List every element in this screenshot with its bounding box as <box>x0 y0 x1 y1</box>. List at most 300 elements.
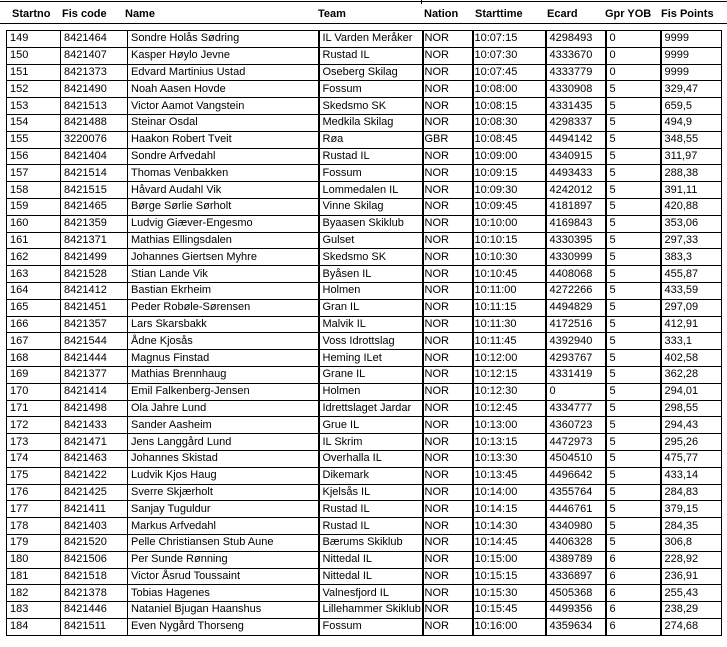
nation-cell: NOR <box>423 299 473 316</box>
team-cell: IL Skrim <box>319 434 423 451</box>
starttime-cell: 10:16:00 <box>473 618 546 635</box>
fis-code-cell: 8421359 <box>61 215 128 232</box>
fis-code-cell: 8421518 <box>61 568 128 585</box>
fis-points-cell: 311,97 <box>661 148 722 165</box>
name-cell: Johannes Skistad <box>128 450 319 467</box>
starttime-cell: 10:14:30 <box>473 518 546 535</box>
fis-points-cell: 284,83 <box>661 484 722 501</box>
fis-code-cell: 8421513 <box>61 98 128 115</box>
header-ecard: Ecard <box>547 8 578 20</box>
fis-code-cell: 3220076 <box>61 131 128 148</box>
header-gpr-yob: Gpr YOB <box>605 8 652 20</box>
nation-cell: NOR <box>423 47 473 64</box>
fis-points-cell: 333,1 <box>661 333 722 350</box>
name-cell: Ådne Kjosås <box>128 333 319 350</box>
gpr-yob-cell: 5 <box>606 249 661 266</box>
nation-cell: NOR <box>423 585 473 602</box>
column-headers <box>0 5 727 23</box>
gpr-yob-cell: 5 <box>606 215 661 232</box>
gpr-yob-cell: 5 <box>606 131 661 148</box>
name-cell: Steinar Osdal <box>128 114 319 131</box>
starttime-cell: 10:14:00 <box>473 484 546 501</box>
starttime-cell: 10:13:00 <box>473 417 546 434</box>
team-cell: Heming ILet <box>319 350 423 367</box>
fis-points-cell: 659,5 <box>661 98 722 115</box>
starttime-cell: 10:09:45 <box>473 198 546 215</box>
starttime-cell: 10:15:30 <box>473 585 546 602</box>
ecard-cell: 4493433 <box>546 165 606 182</box>
ecard-cell: 4494142 <box>546 131 606 148</box>
top-rule <box>0 1 727 2</box>
ecard-cell: 4333779 <box>546 64 606 81</box>
fis-code-cell: 8421444 <box>61 350 128 367</box>
nation-cell: NOR <box>423 282 473 299</box>
gpr-yob-cell: 5 <box>606 366 661 383</box>
name-cell: Ludvig Giæver-Engesmo <box>128 215 319 232</box>
nation-cell: NOR <box>423 434 473 451</box>
name-cell: Thomas Venbakken <box>128 165 319 182</box>
name-cell: Sanjay Tuguldur <box>128 501 319 518</box>
gpr-yob-cell: 5 <box>606 182 661 199</box>
fis-code-cell: 8421451 <box>61 299 128 316</box>
table-row <box>7 383 722 400</box>
fis-points-cell: 306,8 <box>661 534 722 551</box>
starttime-cell: 10:09:30 <box>473 182 546 199</box>
table-row <box>7 165 722 182</box>
fis-code-cell: 8421506 <box>61 551 128 568</box>
starttime-cell: 10:12:30 <box>473 383 546 400</box>
ecard-cell: 4359634 <box>546 618 606 635</box>
gpr-yob-cell: 5 <box>606 198 661 215</box>
fis-points-cell: 298,55 <box>661 400 722 417</box>
name-cell: Pelle Christiansen Stub Aune <box>128 534 319 551</box>
ecard-cell: 4505368 <box>546 585 606 602</box>
starttime-cell: 10:15:45 <box>473 602 546 619</box>
team-cell: IL Varden Meråker <box>319 31 423 48</box>
nation-cell: NOR <box>423 232 473 249</box>
starttime-cell: 10:08:45 <box>473 131 546 148</box>
ecard-cell: 4504510 <box>546 450 606 467</box>
top-rule-tick <box>421 0 422 4</box>
team-cell: Oseberg Skilag <box>319 64 423 81</box>
startno-cell: 172 <box>7 417 61 434</box>
gpr-yob-cell: 5 <box>606 400 661 417</box>
name-cell: Sander Aasheim <box>128 417 319 434</box>
table-row <box>7 64 722 81</box>
table-row <box>7 366 722 383</box>
gpr-yob-cell: 0 <box>606 31 661 48</box>
starttime-cell: 10:12:00 <box>473 350 546 367</box>
startno-cell: 167 <box>7 333 61 350</box>
fis-points-cell: 294,01 <box>661 383 722 400</box>
starttime-cell: 10:09:15 <box>473 165 546 182</box>
table-row <box>7 31 722 48</box>
table-row <box>7 282 722 299</box>
gpr-yob-cell: 0 <box>606 64 661 81</box>
name-cell: Peder Robøle-Sørensen <box>128 299 319 316</box>
startno-cell: 149 <box>7 31 61 48</box>
starttime-cell: 10:08:00 <box>473 81 546 98</box>
name-cell: Victor Åsrud Toussaint <box>128 568 319 585</box>
gpr-yob-cell: 5 <box>606 232 661 249</box>
ecard-cell: 4172516 <box>546 316 606 333</box>
fis-points-cell: 494,9 <box>661 114 722 131</box>
starttime-cell: 10:13:30 <box>473 450 546 467</box>
fis-points-cell: 9999 <box>661 31 722 48</box>
ecard-cell: 4340980 <box>546 518 606 535</box>
startno-cell: 164 <box>7 282 61 299</box>
fis-code-cell: 8421404 <box>61 148 128 165</box>
starttime-cell: 10:11:15 <box>473 299 546 316</box>
starttime-cell: 10:07:15 <box>473 31 546 48</box>
fis-points-cell: 284,35 <box>661 518 722 535</box>
startno-cell: 171 <box>7 400 61 417</box>
fis-code-cell: 8421490 <box>61 81 128 98</box>
ecard-cell: 4496642 <box>546 467 606 484</box>
fis-code-cell: 8421520 <box>61 534 128 551</box>
fis-code-cell: 8421403 <box>61 518 128 535</box>
team-cell: Byåsen IL <box>319 266 423 283</box>
team-cell: Gran IL <box>319 299 423 316</box>
ecard-cell: 4242012 <box>546 182 606 199</box>
header-startno: Startno <box>12 8 51 20</box>
starttime-cell: 10:15:00 <box>473 551 546 568</box>
nation-cell: NOR <box>423 400 473 417</box>
gpr-yob-cell: 5 <box>606 383 661 400</box>
fis-code-cell: 8421407 <box>61 47 128 64</box>
fis-points-cell: 348,55 <box>661 131 722 148</box>
name-cell: Emil Falkenberg-Jensen <box>128 383 319 400</box>
startno-cell: 174 <box>7 450 61 467</box>
ecard-cell: 4330395 <box>546 232 606 249</box>
table-row <box>7 618 722 635</box>
startno-cell: 162 <box>7 249 61 266</box>
name-cell: Ola Jahre Lund <box>128 400 319 417</box>
fis-code-cell: 8421422 <box>61 467 128 484</box>
fis-code-cell: 8421433 <box>61 417 128 434</box>
startno-cell: 159 <box>7 198 61 215</box>
fis-points-cell: 297,33 <box>661 232 722 249</box>
team-cell: Nittedal IL <box>319 551 423 568</box>
fis-points-cell: 255,43 <box>661 585 722 602</box>
fis-code-cell: 8421463 <box>61 450 128 467</box>
table-row <box>7 198 722 215</box>
fis-code-cell: 8421511 <box>61 618 128 635</box>
table-row <box>7 434 722 451</box>
ecard-cell: 4406328 <box>546 534 606 551</box>
table-row <box>7 467 722 484</box>
name-cell: Johannes Giertsen Myhre <box>128 249 319 266</box>
gpr-yob-cell: 5 <box>606 484 661 501</box>
nation-cell: NOR <box>423 64 473 81</box>
team-cell: Malvik IL <box>319 316 423 333</box>
fis-points-cell: 228,92 <box>661 551 722 568</box>
name-cell: Edvard Martinius Ustad <box>128 64 319 81</box>
fis-points-cell: 297,09 <box>661 299 722 316</box>
nation-cell: NOR <box>423 467 473 484</box>
header-fis-points: Fis Points <box>661 8 714 20</box>
fis-code-cell: 8421425 <box>61 484 128 501</box>
startno-cell: 177 <box>7 501 61 518</box>
ecard-cell: 4408068 <box>546 266 606 283</box>
nation-cell: NOR <box>423 484 473 501</box>
team-cell: Dikemark <box>319 467 423 484</box>
ecard-cell: 4389789 <box>546 551 606 568</box>
startno-cell: 181 <box>7 568 61 585</box>
start-list-table <box>6 30 722 636</box>
team-cell: Byaasen Skiklub <box>319 215 423 232</box>
table-row <box>7 232 722 249</box>
starttime-cell: 10:10:30 <box>473 249 546 266</box>
name-cell: Victor Aamot Vangstein <box>128 98 319 115</box>
gpr-yob-cell: 5 <box>606 518 661 535</box>
team-cell: Vinne Skilag <box>319 198 423 215</box>
starttime-cell: 10:15:15 <box>473 568 546 585</box>
nation-cell: NOR <box>423 568 473 585</box>
name-cell: Even Nygård Thorseng <box>128 618 319 635</box>
ecard-cell: 4446761 <box>546 501 606 518</box>
fis-code-cell: 8421528 <box>61 266 128 283</box>
nation-cell: NOR <box>423 551 473 568</box>
team-cell: Grane IL <box>319 366 423 383</box>
fis-code-cell: 8421488 <box>61 114 128 131</box>
table-row <box>7 602 722 619</box>
table-row <box>7 450 722 467</box>
header-team: Team <box>318 8 346 20</box>
ecard-cell: 4472973 <box>546 434 606 451</box>
startno-cell: 154 <box>7 114 61 131</box>
fis-points-cell: 288,38 <box>661 165 722 182</box>
table-row <box>7 98 722 115</box>
fis-code-cell: 8421373 <box>61 64 128 81</box>
startno-cell: 178 <box>7 518 61 535</box>
fis-points-cell: 455,87 <box>661 266 722 283</box>
startno-cell: 156 <box>7 148 61 165</box>
startno-cell: 179 <box>7 534 61 551</box>
team-cell: Valnesfjord IL <box>319 585 423 602</box>
name-cell: Lars Skarsbakk <box>128 316 319 333</box>
fis-code-cell: 8421498 <box>61 400 128 417</box>
gpr-yob-cell: 5 <box>606 81 661 98</box>
name-cell: Noah Aasen Hovde <box>128 81 319 98</box>
table-row <box>7 81 722 98</box>
nation-cell: NOR <box>423 316 473 333</box>
nation-cell: NOR <box>423 366 473 383</box>
starttime-cell: 10:11:00 <box>473 282 546 299</box>
nation-cell: NOR <box>423 534 473 551</box>
fis-code-cell: 8421414 <box>61 383 128 400</box>
startno-cell: 151 <box>7 64 61 81</box>
startno-cell: 166 <box>7 316 61 333</box>
table-row <box>7 518 722 535</box>
nation-cell: NOR <box>423 198 473 215</box>
nation-cell: NOR <box>423 81 473 98</box>
name-cell: Markus Arfvedahl <box>128 518 319 535</box>
startno-cell: 168 <box>7 350 61 367</box>
ecard-cell: 4336897 <box>546 568 606 585</box>
ecard-cell: 0 <box>546 383 606 400</box>
startno-cell: 157 <box>7 165 61 182</box>
starttime-cell: 10:07:30 <box>473 47 546 64</box>
startno-cell: 176 <box>7 484 61 501</box>
startno-cell: 165 <box>7 299 61 316</box>
table-row <box>7 266 722 283</box>
fis-points-cell: 236,91 <box>661 568 722 585</box>
nation-cell: NOR <box>423 450 473 467</box>
ecard-cell: 4330999 <box>546 249 606 266</box>
ecard-cell: 4272266 <box>546 282 606 299</box>
ecard-cell: 4392940 <box>546 333 606 350</box>
gpr-yob-cell: 6 <box>606 551 661 568</box>
name-cell: Stian Lande Vik <box>128 266 319 283</box>
startno-cell: 184 <box>7 618 61 635</box>
table-row <box>7 417 722 434</box>
fis-points-cell: 9999 <box>661 64 722 81</box>
table-row <box>7 299 722 316</box>
gpr-yob-cell: 5 <box>606 434 661 451</box>
startno-cell: 183 <box>7 602 61 619</box>
startno-cell: 169 <box>7 366 61 383</box>
team-cell: Idrettslaget Jardar <box>319 400 423 417</box>
fis-code-cell: 8421515 <box>61 182 128 199</box>
fis-code-cell: 8421464 <box>61 31 128 48</box>
startno-cell: 175 <box>7 467 61 484</box>
starttime-cell: 10:12:45 <box>473 400 546 417</box>
table-row <box>7 501 722 518</box>
table-row <box>7 585 722 602</box>
fis-code-cell: 8421465 <box>61 198 128 215</box>
team-cell: Lillehammer Skiklub <box>319 602 423 619</box>
starttime-cell: 10:07:45 <box>473 64 546 81</box>
team-cell: Medkila Skilag <box>319 114 423 131</box>
gpr-yob-cell: 6 <box>606 618 661 635</box>
name-cell: Bastian Ekrheim <box>128 282 319 299</box>
table-row <box>7 534 722 551</box>
gpr-yob-cell: 5 <box>606 148 661 165</box>
nation-cell: NOR <box>423 182 473 199</box>
fis-code-cell: 8421411 <box>61 501 128 518</box>
starttime-cell: 10:14:45 <box>473 534 546 551</box>
table-row <box>7 350 722 367</box>
name-cell: Mathias Ellingsdalen <box>128 232 319 249</box>
team-cell: Skedsmo SK <box>319 249 423 266</box>
ecard-cell: 4494829 <box>546 299 606 316</box>
gpr-yob-cell: 5 <box>606 417 661 434</box>
startno-cell: 182 <box>7 585 61 602</box>
name-cell: Sondre Holås Sødring <box>128 31 319 48</box>
ecard-cell: 4331435 <box>546 98 606 115</box>
nation-cell: NOR <box>423 350 473 367</box>
name-cell: Mathias Brennhaug <box>128 366 319 383</box>
ecard-cell: 4360723 <box>546 417 606 434</box>
startno-cell: 155 <box>7 131 61 148</box>
team-cell: Grue IL <box>319 417 423 434</box>
starttime-cell: 10:11:45 <box>473 333 546 350</box>
fis-code-cell: 8421446 <box>61 602 128 619</box>
table-row <box>7 316 722 333</box>
ecard-cell: 4169843 <box>546 215 606 232</box>
starttime-cell: 10:13:45 <box>473 467 546 484</box>
startno-cell: 150 <box>7 47 61 64</box>
gpr-yob-cell: 6 <box>606 585 661 602</box>
fis-code-cell: 8421412 <box>61 282 128 299</box>
gpr-yob-cell: 5 <box>606 282 661 299</box>
gpr-yob-cell: 5 <box>606 534 661 551</box>
nation-cell: NOR <box>423 333 473 350</box>
header-rule <box>0 23 727 24</box>
fis-points-cell: 362,28 <box>661 366 722 383</box>
startno-cell: 161 <box>7 232 61 249</box>
gpr-yob-cell: 6 <box>606 602 661 619</box>
fis-code-cell: 8421499 <box>61 249 128 266</box>
table-row <box>7 182 722 199</box>
nation-cell: NOR <box>423 165 473 182</box>
ecard-cell: 4333670 <box>546 47 606 64</box>
gpr-yob-cell: 6 <box>606 568 661 585</box>
ecard-cell: 4331419 <box>546 366 606 383</box>
fis-points-cell: 420,88 <box>661 198 722 215</box>
nation-cell: NOR <box>423 148 473 165</box>
table-row <box>7 568 722 585</box>
ecard-cell: 4330908 <box>546 81 606 98</box>
nation-cell: NOR <box>423 383 473 400</box>
startno-cell: 160 <box>7 215 61 232</box>
team-cell: Gulset <box>319 232 423 249</box>
table-row <box>7 400 722 417</box>
team-cell: Bærums Skiklub <box>319 534 423 551</box>
ecard-cell: 4293767 <box>546 350 606 367</box>
fis-points-cell: 238,29 <box>661 602 722 619</box>
startno-cell: 158 <box>7 182 61 199</box>
team-cell: Fossum <box>319 618 423 635</box>
nation-cell: GBR <box>423 131 473 148</box>
fis-code-cell: 8421514 <box>61 165 128 182</box>
table-row <box>7 484 722 501</box>
nation-cell: NOR <box>423 501 473 518</box>
fis-points-cell: 433,14 <box>661 467 722 484</box>
name-cell: Magnus Finstad <box>128 350 319 367</box>
team-cell: Rustad IL <box>319 518 423 535</box>
table-row <box>7 131 722 148</box>
table-row <box>7 148 722 165</box>
name-cell: Haakon Robert Tveit <box>128 131 319 148</box>
nation-cell: NOR <box>423 98 473 115</box>
nation-cell: NOR <box>423 266 473 283</box>
gpr-yob-cell: 5 <box>606 98 661 115</box>
table-row <box>7 249 722 266</box>
name-cell: Børge Sørlie Sørholt <box>128 198 319 215</box>
ecard-cell: 4355764 <box>546 484 606 501</box>
fis-points-cell: 475,77 <box>661 450 722 467</box>
fis-points-cell: 391,11 <box>661 182 722 199</box>
fis-code-cell: 8421544 <box>61 333 128 350</box>
team-cell: Holmen <box>319 282 423 299</box>
gpr-yob-cell: 5 <box>606 350 661 367</box>
nation-cell: NOR <box>423 618 473 635</box>
table-row <box>7 551 722 568</box>
team-cell: Nittedal IL <box>319 568 423 585</box>
starttime-cell: 10:10:45 <box>473 266 546 283</box>
gpr-yob-cell: 5 <box>606 165 661 182</box>
ecard-cell: 4334777 <box>546 400 606 417</box>
team-cell: Rustad IL <box>319 47 423 64</box>
fis-points-cell: 294,43 <box>661 417 722 434</box>
gpr-yob-cell: 5 <box>606 467 661 484</box>
starttime-cell: 10:08:30 <box>473 114 546 131</box>
fis-points-cell: 433,59 <box>661 282 722 299</box>
name-cell: Ludvik Kjos Haug <box>128 467 319 484</box>
fis-points-cell: 274,68 <box>661 618 722 635</box>
